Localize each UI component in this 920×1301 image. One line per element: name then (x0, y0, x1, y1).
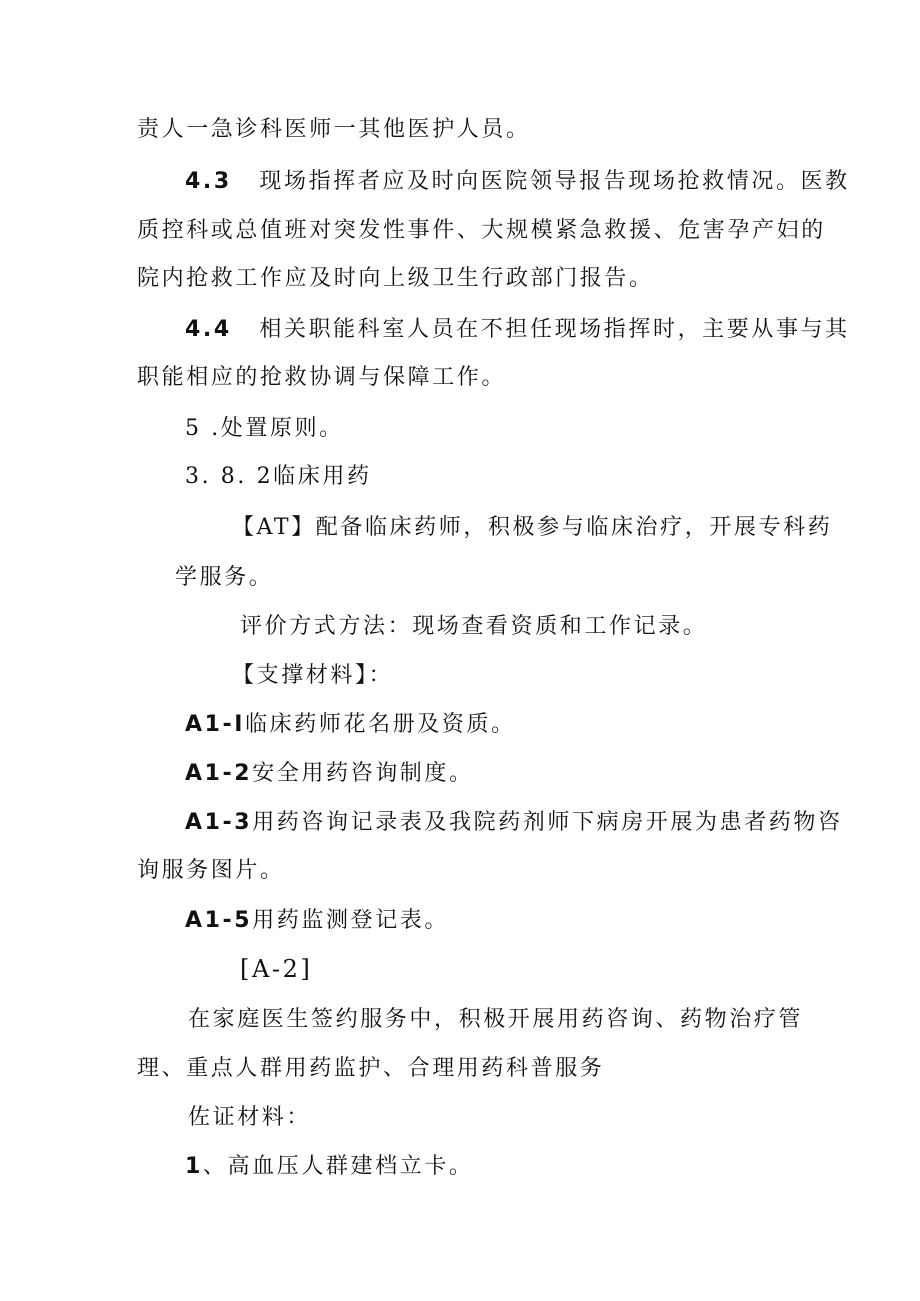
paragraph-line (232, 662, 393, 690)
line-text: 用药监测登记表。 (252, 908, 449, 933)
subsection-heading (185, 463, 372, 491)
line-text: 职能相应的抢救协调与保障工作。 (137, 365, 507, 390)
line-text: 学服务。 (175, 565, 274, 590)
item-code: A1-2 (185, 761, 253, 786)
list-item (185, 711, 516, 739)
section-heading (185, 415, 344, 443)
item-number: 1 (185, 1154, 203, 1179)
item-code: A1-3 (185, 810, 253, 835)
heading-text: 3. 8. 2临床用药 (185, 464, 372, 489)
paragraph-line (137, 265, 654, 293)
paragraph-line (137, 857, 285, 885)
heading-text: [A-2] (240, 955, 313, 983)
paragraph-line (137, 217, 826, 245)
line-text: 责人一急诊科医师一其他医护人员。 (137, 117, 531, 142)
paragraph-line (188, 1006, 803, 1034)
line-text: 询服务图片。 (137, 858, 285, 883)
line-text: 、高血压人群建档立卡。 (202, 1154, 474, 1179)
line-text: 院内抢救工作应及时向上级卫生行政部门报告。 (137, 266, 654, 291)
paragraph-line (188, 1104, 311, 1132)
list-item (185, 760, 474, 788)
paragraph-line (240, 613, 707, 641)
list-item (185, 1153, 474, 1181)
line-text: 安全用药咨询制度。 (252, 761, 474, 786)
line-text: 现场指挥者应及时向医院领导报告现场抢救情况。医教 (259, 169, 850, 194)
paragraph-line (175, 564, 273, 592)
line-text: 用药咨询记录表及我院药剂师下病房开展为患者药物咨 (252, 810, 843, 835)
paragraph-line (137, 116, 531, 144)
line-text: 【支撑材料】： (232, 663, 394, 688)
list-item (185, 907, 449, 935)
item-code: A1-I (185, 712, 246, 737)
line-text: 相关职能科室人员在不担任现场指挥时，主要从事与其 (259, 317, 850, 342)
paragraph-line (185, 316, 850, 344)
subsection-heading (240, 955, 312, 983)
line-text: 质控科或总值班对突发性事件、大规模紧急救援、危害孕产妇的 (137, 218, 826, 243)
line-text: 评价方式方法：现场查看资质和工作记录。 (240, 614, 708, 639)
item-code: A1-5 (185, 908, 253, 933)
list-item (185, 809, 843, 837)
paragraph-line (137, 1055, 604, 1083)
line-text: 临床药师花名册及资质。 (245, 712, 516, 737)
paragraph-line (185, 168, 850, 196)
heading-text: 5 .处置原则。 (185, 416, 344, 441)
line-text: 佐证材料： (188, 1105, 312, 1130)
line-text: 【AT】配备临床药师，积极参与临床治疗，开展专科药 (232, 515, 833, 540)
section-number: 4.4 (185, 317, 232, 342)
line-text: 在家庭医生签约服务中，积极开展用药咨询、药物治疗管 (188, 1007, 804, 1032)
line-text: 理、重点人群用药监护、合理用药科普服务 (137, 1056, 605, 1081)
section-number: 4.3 (185, 169, 232, 194)
paragraph-line (232, 514, 832, 542)
paragraph-line (137, 364, 506, 392)
